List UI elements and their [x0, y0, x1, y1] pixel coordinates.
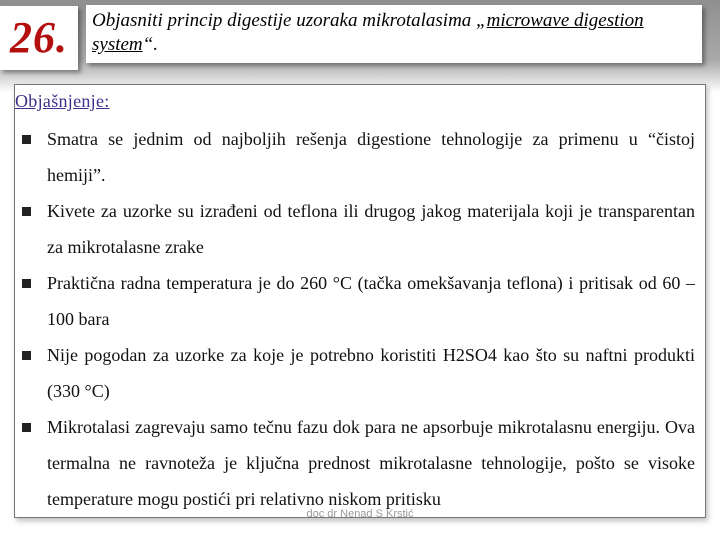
section-heading: Objašnjenje: — [15, 91, 110, 111]
title-suffix: “. — [142, 34, 158, 55]
bullet-item — [15, 337, 703, 409]
bullet-text: Kivete za uzorke su izrađeni od teflona ili drugog jakog materijala koji je transparentan za mikrotalasne zrake — [47, 201, 695, 257]
square-bullet-icon — [22, 135, 31, 144]
slide-title — [92, 9, 696, 57]
footer-author: doc dr Nenad S Krstić — [306, 508, 414, 520]
square-bullet-icon — [22, 423, 31, 432]
bullet-text: Nije pogodan za uzorke za koje je potrebno koristiti H2SO4 kao što su naftni produkti (330 °C) — [47, 345, 695, 401]
title-prefix: Objasniti princip digestije uzoraka mikrotalasima „ — [92, 10, 487, 31]
slide-number: 26. — [10, 13, 68, 62]
bullet-item — [15, 409, 703, 517]
bullet-text: Praktična radna temperatura je do 260 °C (tačka omekšavanja teflona) i pritisak od 60 – 100 bara — [47, 273, 695, 329]
slide-number-box — [0, 6, 78, 70]
bullet-item — [15, 121, 703, 193]
bullet-text: Mikrotalasi zagrevaju samo tečnu fazu dok para ne apsorbuje mikrotalasnu energiju. Ova termalna ne ravnoteža je ključna prednost mikrotalasne tehnologije, pošto se visoke temperature mogu postići pri relativno niskom pritisku — [47, 417, 695, 509]
square-bullet-icon — [22, 279, 31, 288]
square-bullet-icon — [22, 351, 31, 360]
title-box — [86, 5, 702, 63]
bullet-item — [15, 193, 703, 265]
title-underlined: microwave digestion system — [92, 10, 644, 55]
content-box — [14, 84, 706, 518]
bullet-list — [15, 121, 703, 517]
bullet-text: Smatra se jednim od najboljih rešenja digestione tehnologije za primenu u “čistoj hemiji”. — [47, 129, 695, 185]
square-bullet-icon — [22, 207, 31, 216]
bullet-item — [15, 265, 703, 337]
